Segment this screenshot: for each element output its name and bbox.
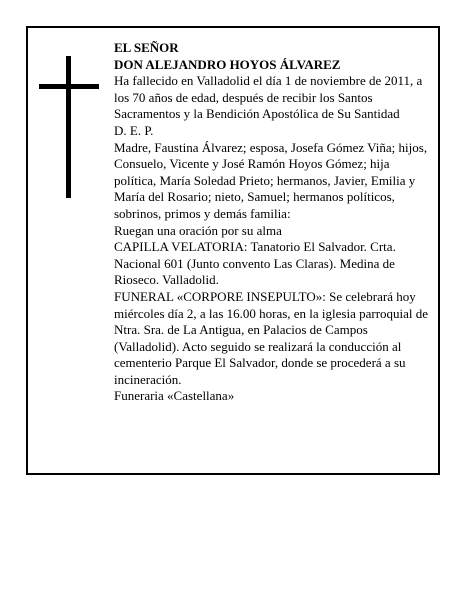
notice-text [114, 40, 434, 405]
notice-title-line-1: EL SEÑOR [114, 40, 179, 55]
deceased-name: DON ALEJANDRO HOYOS ÁLVAREZ [114, 56, 341, 72]
funeral-home: Funeraria «Castellana» [114, 388, 235, 404]
family-list: Madre, Faustina Álvarez; esposa, Josefa Gómez Viña; hijos, Consuelo, Vicente y José Ramón Hoyos Gómez; hija política, María Soledad Prieto; hermanos, Javier, Emilia y María del Rosario; nieto, Samuel; hermanos políticos, sobrinos, primos y demás familia: [114, 139, 428, 221]
prayer-request: Ruegan una oración por su alma [114, 222, 282, 238]
death-announcement: Ha fallecido en Valladolid el día 1 de noviembre de 2011, a los 70 años de edad, después de recibir los Santos Sacramentos y la Bendición Apostólica de Su Santidad [114, 73, 423, 122]
wake-location: CAPILLA VELATORIA: Tanatorio El Salvador. Crta. Nacional 601 (Junto convento Las Claras). Medina de Rioseco. Valladolid. [114, 239, 396, 288]
cross-icon [39, 56, 99, 198]
cross-vertical-bar [66, 56, 71, 198]
cross-horizontal-bar [39, 84, 99, 89]
rip-line: D. E. P. [114, 122, 154, 138]
obituary-notice [26, 26, 440, 475]
funeral-details: FUNERAL «CORPORE INSEPULTO»: Se celebrará hoy miércoles día 2, a las 16.00 horas, en la iglesia parroquial de Ntra. Sra. de La Antigua, en Palacios de Campos (Valladolid). Acto seguido se realizará la conducción al cementerio Parque El Salvador, donde se procederá a su incineración. [114, 288, 429, 387]
